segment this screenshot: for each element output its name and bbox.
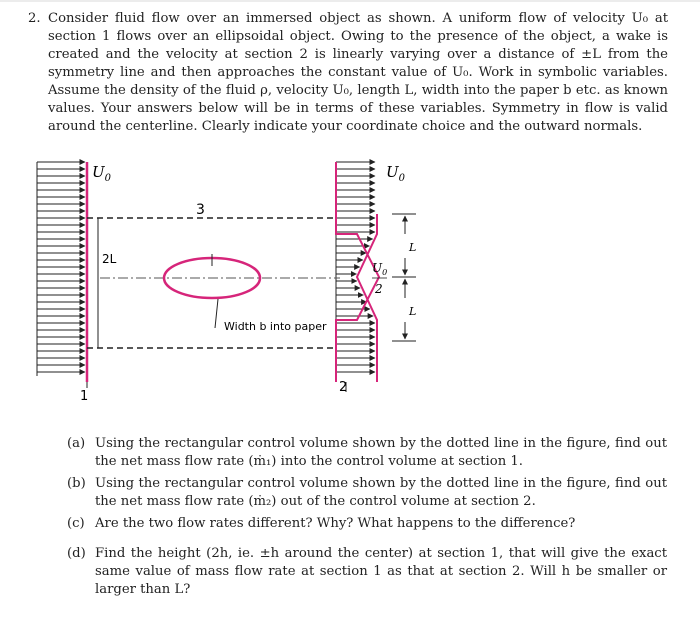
section-1-label: 1	[80, 389, 89, 404]
half-velocity-numerator: $U_0$	[372, 261, 388, 277]
problem-text: Consider fluid flow over an immersed object as shown. A uniform flow of velocity U₀ at section 1 flows over an ellipsoidal object. Owing to the presence of the object, a wake is created and the velocity at section 2 is linearly varying over a distance of ±L from the symmetry line and then approaches the constant value of U₀. Work in symbolic variables. Assume the density of the fluid ρ, velocity U₀, length L, width into the paper b etc. as known values. Your answers below will be in terms of these variables. Symmetry in flow is valid around the centerline. Clearly indicate your coordinate choice and the outward normals.	[48, 11, 668, 134]
question-text: Find the height (2h, ie. ±h around the center) at section 1, that will give the exact same value of mass flow rate at section 1 as that at section 2. Will h be smaller or larger than L?	[95, 546, 667, 597]
inlet-velocity-label: $U_0$	[92, 163, 112, 184]
problem-statement	[28, 10, 668, 136]
inlet-velocity-arrows	[37, 162, 85, 376]
width-note-leader	[215, 299, 218, 328]
question-label: (d)	[67, 546, 86, 561]
section-3-label: 3	[196, 202, 205, 218]
question-a	[67, 435, 667, 471]
question-text: Using the rectangular control volume shown by the dotted line in the figure, find out the net mass flow rate (ṁ₂) out of the control volume at section 2.	[95, 476, 667, 509]
width-note: Width b into paper	[224, 320, 327, 333]
top-divider	[0, 0, 700, 2]
half-velocity-denominator: 2	[375, 282, 383, 296]
question-label: (a)	[67, 436, 86, 451]
question-label: (b)	[67, 476, 86, 491]
question-list	[67, 435, 667, 603]
height-label: 2L	[102, 252, 117, 266]
question-label: (c)	[67, 516, 85, 531]
question-b	[67, 475, 667, 511]
problem-number: 2.	[28, 11, 41, 26]
question-d	[67, 545, 667, 599]
dim-upper-label: L	[409, 241, 417, 254]
dim-lower-label: L	[409, 305, 417, 318]
outlet-velocity-label: $U_0$	[386, 163, 406, 184]
question-text: Using the rectangular control volume shown by the dotted line in the figure, find out the net mass flow rate (ṁ₁) into the control volume at section 1.	[95, 436, 667, 469]
question-c	[67, 515, 667, 533]
question-text: Are the two flow rates different? Why? What happens to the difference?	[95, 516, 576, 531]
outlet-velocity-arrows	[336, 162, 375, 376]
flow-diagram	[0, 150, 430, 410]
section-2-label: 2	[339, 380, 348, 395]
